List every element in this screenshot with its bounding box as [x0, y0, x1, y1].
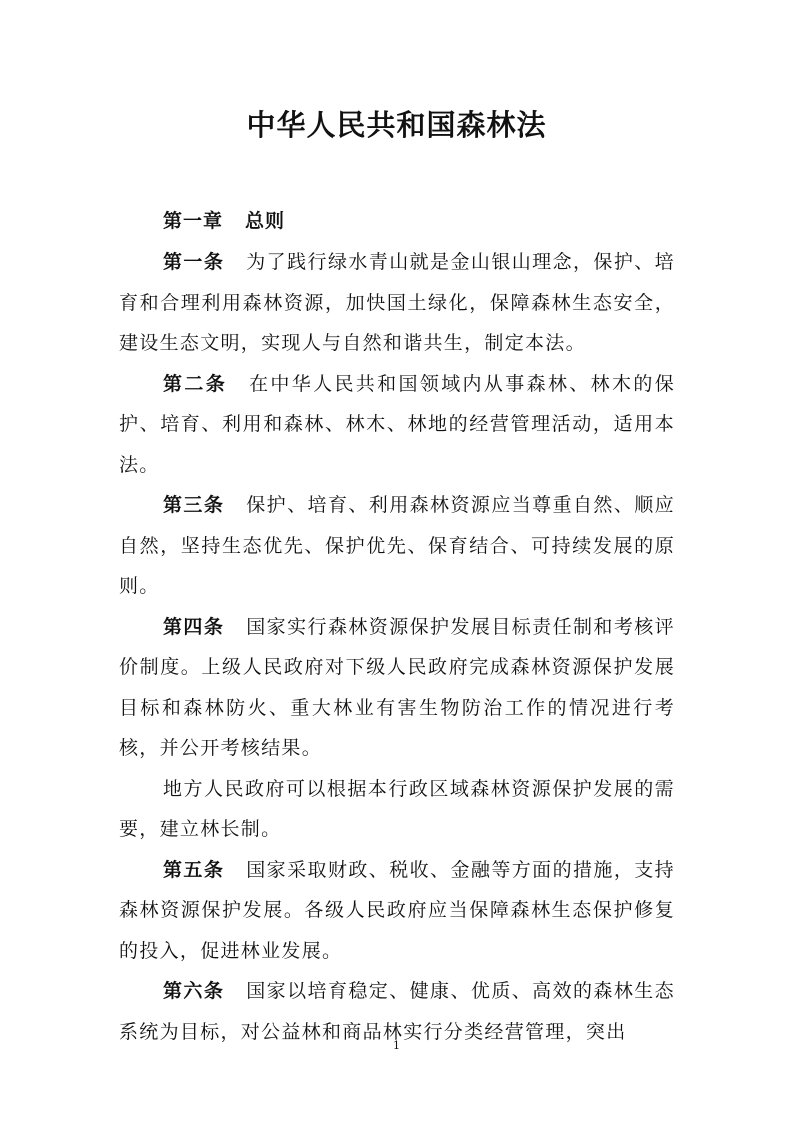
- article-number: 第五条: [163, 858, 225, 881]
- article-paragraph: [119, 607, 675, 769]
- article-text: 在中华人民共和国领域内从事森林、林木的保护、培育、利用和森林、林木、林地的经营管理活动，适用本法。: [119, 372, 675, 476]
- page-number: 1: [393, 1039, 400, 1052]
- chapter-number: 第一章: [163, 210, 224, 232]
- paragraph-text: 地方人民政府可以根据本行政区域森林资源保护发展的需要，建立林长制。: [119, 777, 675, 840]
- article-text: 保护、培育、利用森林资源应当尊重自然、顺应自然，坚持生态优先、保护优先、保育结合、可持续发展的原则。: [119, 494, 675, 597]
- continuation-paragraph: [119, 769, 675, 850]
- document-title: 中华人民共和国森林法: [246, 108, 547, 142]
- chapter-heading: [119, 200, 675, 242]
- article-text: 国家以培育稳定、健康、优质、高效的森林生态系统为目标，对公益林和商品林实行分类经营管理，突出: [119, 980, 675, 1043]
- article-number: 第四条: [163, 615, 225, 638]
- article-text: 国家采取财政、税收、金融等方面的措施，支持森林资源保护发展。各级人民政府应当保障森林生态保护修复的投入，促进林业发展。: [119, 858, 675, 962]
- article-paragraph: [119, 850, 675, 972]
- article-number: 第六条: [163, 980, 225, 1002]
- chapter-name: 总则: [245, 210, 286, 232]
- article-number: 第二条: [163, 372, 228, 395]
- article-text: 国家实行森林资源保护发展目标责任制和考核评价制度。上级人民政府对下级人民政府完成森林资源保护发展目标和森林防火、重大林业有害生物防治工作的情况进行考核，并公开考核结果。: [119, 615, 675, 759]
- article-text: 为了践行绿水青山就是金山银山理念，保护、培育和合理利用森林资源，加快国土绿化，保障森林生态安全，建设生态文明，实现人与自然和谐共生，制定本法。: [119, 251, 675, 354]
- document-body: [119, 200, 675, 1052]
- article-paragraph: [119, 242, 675, 364]
- article-paragraph: [119, 364, 675, 486]
- article-paragraph: [119, 485, 675, 607]
- article-number: 第三条: [163, 494, 225, 516]
- article-number: 第一条: [163, 251, 225, 273]
